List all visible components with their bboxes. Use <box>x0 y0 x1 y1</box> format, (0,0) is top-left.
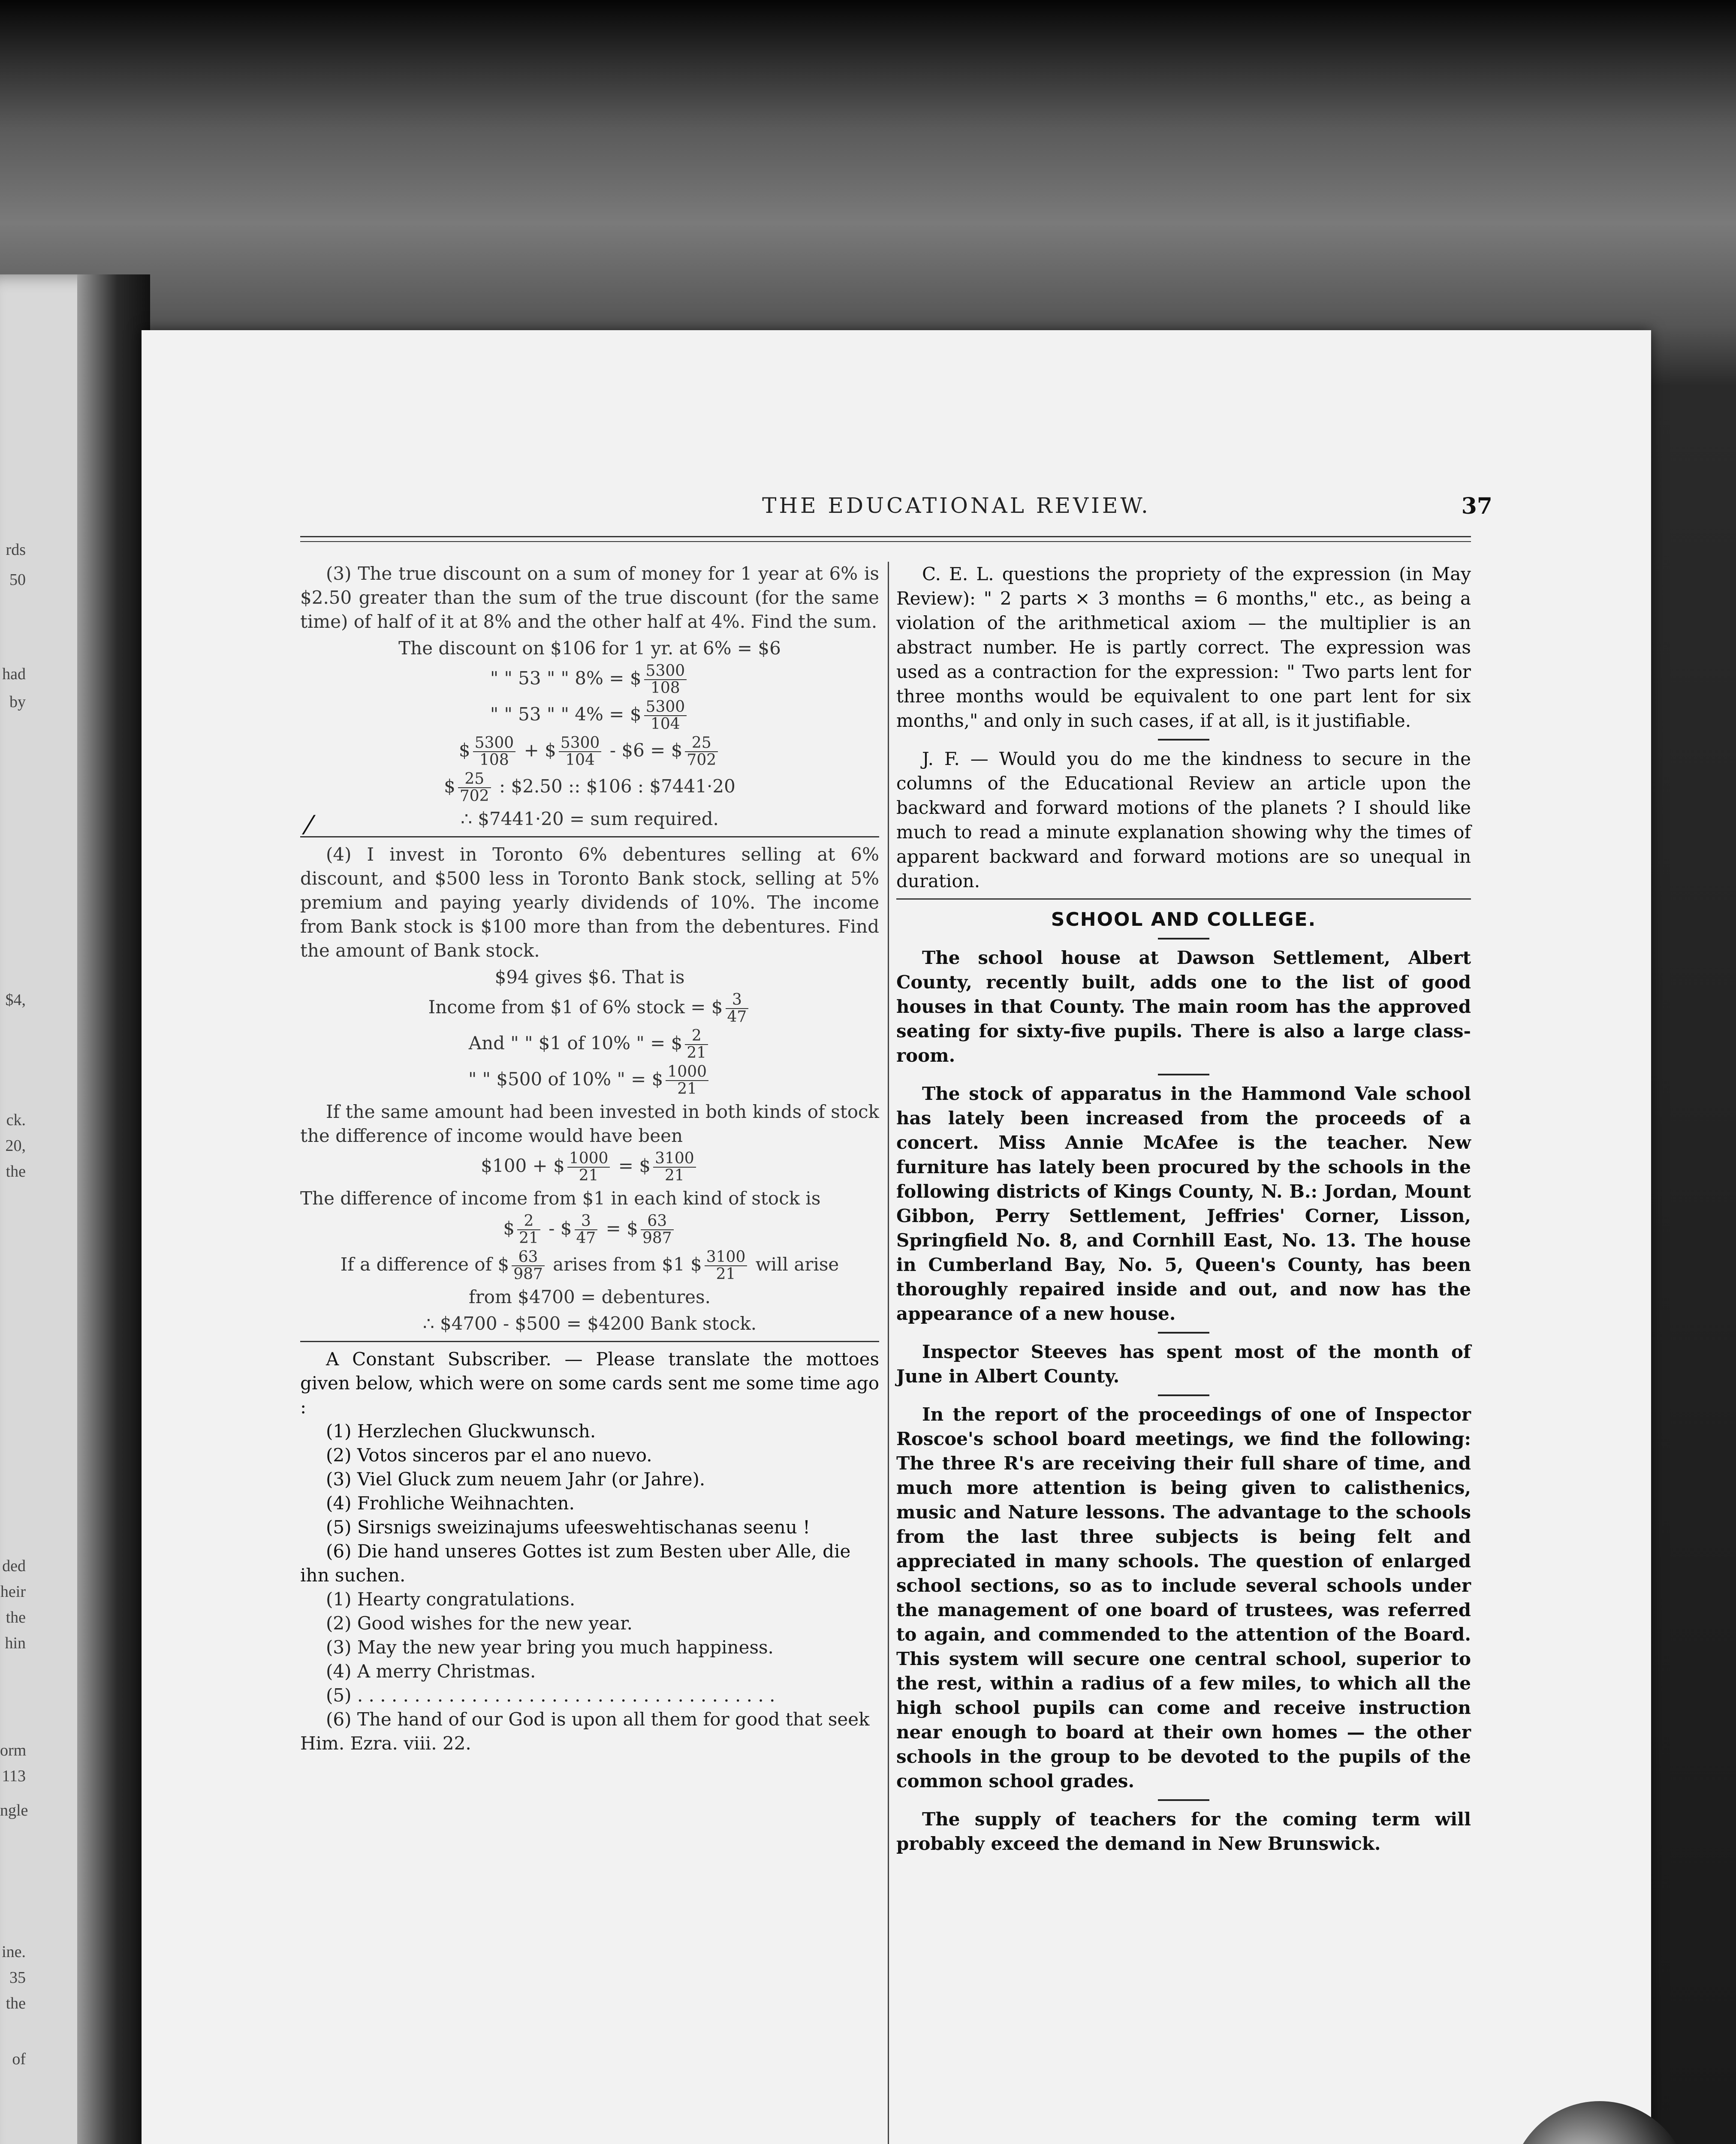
section-heading: SCHOOL AND COLLEGE. <box>1051 909 1317 930</box>
left-fragment: ine. <box>2 1943 26 1961</box>
fraction <box>559 735 602 768</box>
left-fragment: the <box>6 1608 26 1626</box>
news-item: Inspector Steeves has spent most of the month of June in Albert County. <box>896 1341 1471 1387</box>
fraction <box>705 1249 747 1283</box>
divider <box>1158 1394 1209 1396</box>
right-column <box>896 562 1471 1856</box>
fraction <box>575 1213 598 1247</box>
math-text: + $ <box>524 740 556 761</box>
math-text: If a difference of $ <box>340 1254 509 1275</box>
numerator: 3 <box>581 1212 591 1230</box>
math-text: arises from $1 $ <box>553 1254 702 1275</box>
fraction <box>644 699 687 732</box>
denominator: 702 <box>458 787 491 804</box>
numerator: 1000 <box>667 1063 707 1081</box>
left-fragment: by <box>9 693 26 711</box>
left-fragment: 35 <box>9 1969 26 1987</box>
denominator: 702 <box>685 751 718 768</box>
math-text: " " $500 of 10% " = $ <box>468 1069 663 1090</box>
numerator: 5300 <box>474 734 514 752</box>
math-line <box>300 1028 879 1061</box>
numerator: 63 <box>647 1212 667 1230</box>
journal-page <box>142 330 1651 2144</box>
page-number: 37 <box>1461 493 1492 519</box>
left-fragment: 113 <box>2 1767 26 1785</box>
math-text: will arise <box>755 1254 839 1275</box>
left-fragment: rds <box>6 541 26 559</box>
math-line: ∴ $4700 - $500 = $4200 Bank stock. <box>422 1313 757 1334</box>
math-line <box>300 663 879 696</box>
fraction <box>512 1249 545 1283</box>
denominator: 47 <box>575 1229 598 1247</box>
math-line <box>300 735 879 768</box>
left-fragment: hin <box>5 1634 26 1652</box>
math-text: $ <box>458 740 470 761</box>
math-text: $ <box>444 776 455 797</box>
math-line: ∴ $7441·20 = sum required. <box>461 808 719 829</box>
list-item: (3) May the new year bring you much happiness. <box>326 1637 774 1658</box>
list-item: (4) A merry Christmas. <box>326 1661 536 1682</box>
denominator: 104 <box>644 715 687 732</box>
paragraph: The difference of income from $1 in each kind of stock is <box>300 1188 821 1209</box>
list-item: (6) The hand of our God is upon all them for good that seek Him. Ezra. viii. 22. <box>300 1709 870 1754</box>
problem-4-text: (4) I invest in Toronto 6% debentures selling at 6% discount, and $500 less in Toronto Bank stock, selling at 5% premium and paying yearly dividends of 10%. The income from Bank stock is $100 more than from the debentures. Find the amount of Bank stock. <box>300 844 879 961</box>
problem-3-text: (3) The true discount on a sum of money for 1 year at 6% is $2.50 greater than the sum of the true discount (for the same time) of half of it at 8% and the other half at 4%. Find the sum. <box>300 563 879 632</box>
fraction <box>685 735 718 768</box>
ink-mark-icon: ⁄ <box>307 810 311 840</box>
left-fragment: ck. <box>6 1111 26 1129</box>
math-text: - $6 = $ <box>609 740 683 761</box>
denominator: 987 <box>512 1265 545 1283</box>
column-divider <box>888 562 889 2144</box>
numerator: 3100 <box>655 1150 694 1167</box>
math-text: " " 53 " " 8% = $ <box>490 668 642 689</box>
divider <box>896 898 1471 900</box>
fraction <box>641 1213 674 1247</box>
divider <box>300 1341 879 1342</box>
fraction <box>517 1213 540 1247</box>
paragraph: If the same amount had been invested in both kinds of stock the difference of income would have been <box>300 1101 879 1146</box>
math-text: - $ <box>549 1218 572 1239</box>
fraction <box>726 992 749 1025</box>
left-fragment: $4, <box>5 991 26 1009</box>
left-fragment: the <box>6 1994 26 2012</box>
motto-list <box>300 1419 879 1587</box>
list-item: (2) Good wishes for the new year. <box>326 1613 633 1634</box>
left-fragment: had <box>2 665 26 683</box>
fraction <box>666 1064 708 1097</box>
denominator: 21 <box>685 1044 708 1061</box>
fraction <box>458 771 491 804</box>
divider <box>1158 1799 1209 1801</box>
math-line <box>300 1249 879 1283</box>
math-text: " " 53 " " 4% = $ <box>490 704 642 725</box>
numerator: 5300 <box>560 734 600 752</box>
numerator: 1000 <box>569 1150 609 1167</box>
denominator: 21 <box>567 1167 610 1184</box>
news-item: The stock of apparatus in the Hammond Vale school has lately been increased from the proceeds of a concert. Miss Annie McAfee is the teacher. New furniture has lately been procured by the schools in the following districts of Kings County, N. B.: Jordan, Mount Gibbon, Perry Settlement, Jeffries' Corner, Lisson, Springfield No. 8, and Cornhill East, No. 13. The house in Cumberland Bay, No. 5, Queen's County, has been thoroughly repaired inside and out, and now has the appearance of a new house. <box>896 1083 1471 1324</box>
news-item: In the report of the proceedings of one of Inspector Roscoe's school board meetings, we find the following: The three R's are receiving their full share of time, and much more attention is being given to calisthenics, music and Nature lessons. The advantage to the schools from the last three subjects is being felt and appreciated in many schools. The question of enlarged school sections, so as to include several schools under the management of one board of trustees, was referred to again, and commended to the attention of the Board. This system will secure one central school, superior to the rest, within a radius of a few miles, to which all the high school pupils can come and receive instruction near enough to board at their own homes — the other schools in the group to be devoted to the pupils of the common school grades. <box>896 1404 1471 1792</box>
left-fragment: heir <box>0 1583 26 1601</box>
math-line: from $4700 = debentures. <box>469 1286 711 1307</box>
list-item: (3) Viel Gluck zum neuem Jahr (or Jahre). <box>326 1469 705 1490</box>
divider <box>300 836 879 837</box>
denominator: 47 <box>726 1008 749 1025</box>
math-line <box>300 1150 879 1184</box>
news-item: The school house at Dawson Settlement, Albert County, recently built, adds one to the list of good houses in that County. The main room has the approved seating for sixty-five pupils. There is also a large class-room. <box>896 947 1471 1066</box>
divider <box>1158 739 1209 741</box>
header-rule <box>300 536 1471 537</box>
header-rule <box>300 541 1471 542</box>
numerator: 5300 <box>645 698 685 716</box>
denominator: 21 <box>517 1229 540 1247</box>
math-text: $ <box>503 1218 515 1239</box>
math-line <box>300 771 879 804</box>
left-column <box>300 562 879 1756</box>
fraction <box>685 1028 708 1061</box>
list-item: (4) Frohliche Weihnachten. <box>326 1493 575 1514</box>
math-text: : $2.50 :: $106 : $7441·20 <box>499 776 735 797</box>
denominator: 104 <box>559 751 602 768</box>
left-fragment: ded <box>2 1557 26 1575</box>
fraction <box>567 1150 610 1184</box>
left-fragment: orm <box>0 1741 27 1759</box>
denominator: 21 <box>705 1265 747 1283</box>
numerator: 25 <box>464 770 485 788</box>
divider <box>1158 1074 1209 1075</box>
numerator: 3100 <box>706 1248 746 1266</box>
denominator: 108 <box>644 679 687 696</box>
answer-list <box>300 1587 879 1756</box>
list-item: (5) Sirsnigs sweizinajums ufeeswehtischanas seenu ! <box>326 1517 810 1538</box>
fraction <box>473 735 516 768</box>
math-line <box>300 699 879 732</box>
numerator: 3 <box>732 991 742 1009</box>
jf-query: J. F. — Would you do me the kindness to secure in the columns of the Educational Review an article upon the backward and forward motions of the planets ? I should like much to read a minute explanation showing why the times of apparent backward and forward motions are so unequal in duration. <box>896 748 1471 891</box>
news-item: The supply of teachers for the coming term will probably exceed the demand in New Brunswick. <box>896 1809 1471 1854</box>
left-fragment: 20, <box>5 1137 26 1155</box>
left-fragment: ngle <box>0 1801 28 1819</box>
left-fragment: of <box>12 2050 26 2068</box>
math-text: = $ <box>606 1218 638 1239</box>
running-head <box>142 493 1651 523</box>
list-item: (1) Herzlechen Gluckwunsch. <box>326 1421 596 1442</box>
cel-query: C. E. L. questions the propriety of the expression (in May Review): " 2 parts × 3 months = 6 months," etc., as being a violation of the arithmetical axiom — the multiplier is an abstract number. He is partly correct. The expression was used as a contraction for the expression: " Two parts lent for three months would be equivalent to one part lent for six months," and only in such cases, if at all, is it justifiable. <box>896 563 1471 731</box>
fraction <box>644 663 687 696</box>
denominator: 21 <box>653 1167 696 1184</box>
page-title: THE EDUCATIONAL REVIEW. <box>762 493 1151 518</box>
math-text: $100 + $ <box>481 1155 565 1176</box>
book-gutter <box>77 274 150 2144</box>
numerator: 2 <box>691 1027 702 1045</box>
numerator: 25 <box>691 734 711 752</box>
fraction <box>653 1150 696 1184</box>
math-line: $94 gives $6. That is <box>494 967 685 988</box>
denominator: 21 <box>666 1080 708 1097</box>
math-text: = $ <box>618 1155 651 1176</box>
list-item: (2) Votos sinceros par el ano nuevo. <box>326 1445 652 1466</box>
list-item: (5) . . . . . . . . . . . . . . . . . . . . . . . . . . . . . . . . . . . . . <box>326 1685 775 1706</box>
divider <box>1158 1332 1209 1334</box>
list-item: (1) Hearty congratulations. <box>326 1589 576 1610</box>
divider <box>1158 938 1209 940</box>
math-text: Income from $1 of 6% stock = $ <box>428 997 723 1018</box>
denominator: 987 <box>641 1229 674 1247</box>
left-fragment: 50 <box>9 571 26 589</box>
list-item: (6) Die hand unseres Gottes ist zum Besten uber Alle, die ihn suchen. <box>300 1541 851 1586</box>
numerator: 2 <box>524 1212 534 1230</box>
left-fragment: the <box>6 1162 26 1180</box>
subscriber-question: A Constant Subscriber. — Please translate the mottoes given below, which were on some cards sent me some time ago : <box>300 1349 880 1418</box>
numerator: 5300 <box>645 662 685 680</box>
math-line <box>300 992 879 1025</box>
math-line <box>300 1064 879 1097</box>
denominator: 108 <box>473 751 516 768</box>
numerator: 63 <box>518 1248 538 1266</box>
math-line: The discount on $106 for 1 yr. at 6% = $6 <box>398 638 781 659</box>
math-text: And " " $1 of 10% " = $ <box>468 1033 683 1054</box>
math-line <box>300 1213 879 1247</box>
